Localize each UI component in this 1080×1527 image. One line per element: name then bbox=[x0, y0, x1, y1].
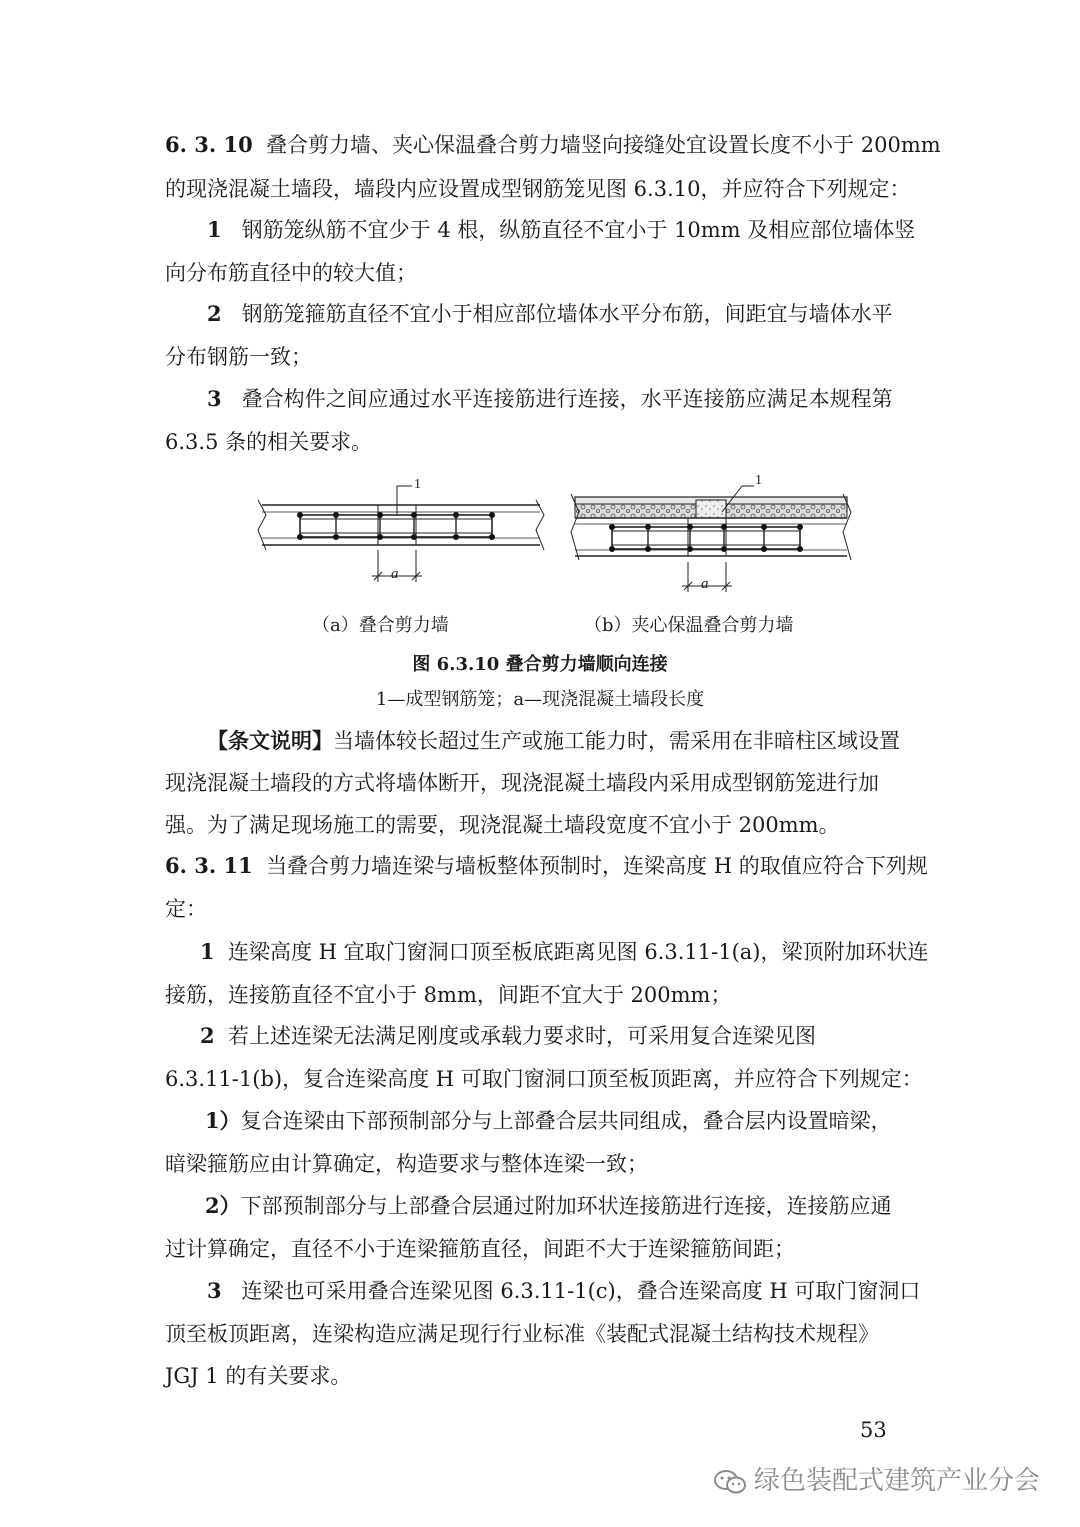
figure-a-wall bbox=[258, 500, 544, 550]
wechat-icon bbox=[712, 1468, 748, 1496]
s6311-item-3-number: 3 bbox=[207, 1278, 222, 1303]
s6311-sub-1-line2: 暗梁箍筋应由计算确定，构造要求与整体连梁一致； bbox=[165, 1152, 648, 1176]
section-6310-number: 6. 3. 10 bbox=[165, 132, 253, 157]
item-2-text: 钢筋笼箍筋直径不宜小于相应部位墙体水平分布筋，间距宜与墙体水平 bbox=[241, 302, 893, 326]
section-6311-text: 当叠合剪力墙连梁与墙板整体预制时，连梁高度 H 的取值应符合下列规 bbox=[266, 854, 928, 878]
figure-b-callout-number: 1 bbox=[755, 473, 762, 488]
s6311-item-2-line1 bbox=[200, 1022, 816, 1050]
figure-b-caption: （b）夹心保温叠合剪力墙 bbox=[584, 615, 794, 636]
explanation-line2: 现浇混凝土墙段的方式将墙体断开，现浇混凝土墙段内采用成型钢筋笼进行加 bbox=[165, 771, 879, 795]
figure-b-dim-label: a bbox=[701, 576, 709, 592]
s6311-item-1-number: 1 bbox=[200, 939, 215, 964]
figure-title: 图 6.3.10 叠合剪力墙顺向连接 bbox=[412, 654, 668, 675]
s6311-sub-2-text: 下部预制部分与上部叠合层通过附加环状连接筋进行连接，连接筋应通 bbox=[240, 1194, 892, 1218]
figure-a-callout-number: 1 bbox=[414, 477, 421, 492]
s6311-sub-1-text: 复合连梁由下部预制部分与上部叠合层共同组成，叠合层内设置暗梁， bbox=[240, 1109, 892, 1133]
s6311-sub-1-number: 1） bbox=[205, 1108, 241, 1133]
s6311-item-1-line1 bbox=[200, 938, 928, 966]
s6311-sub-2-number: 2） bbox=[205, 1193, 241, 1218]
section-6311-line2: 定： bbox=[165, 897, 207, 921]
s6311-item-2-number: 2 bbox=[200, 1023, 215, 1048]
item-2-number: 2 bbox=[207, 301, 222, 326]
figure-a-dim-label: a bbox=[391, 566, 399, 582]
s6311-sub-2-line1 bbox=[205, 1192, 892, 1220]
watermark-text: 绿色装配式建筑产业分会 bbox=[754, 1466, 1041, 1496]
explanation-line1 bbox=[207, 727, 900, 755]
figure-b-rebar-dots bbox=[609, 524, 803, 552]
item-3-line2: 6.3.5 条的相关要求。 bbox=[165, 430, 373, 454]
explanation-text: 当墙体较长超过生产或施工能力时，需采用在非暗柱区域设置 bbox=[333, 729, 900, 753]
figure-legend: 1—成型钢筋笼；a—现浇混凝土墙段长度 bbox=[375, 689, 705, 710]
s6311-item-3-line1 bbox=[207, 1277, 920, 1305]
watermark bbox=[712, 1460, 1040, 1497]
figure-a-callout-leader bbox=[397, 486, 412, 514]
item-1-number: 1 bbox=[207, 217, 222, 242]
s6311-item-3-line2: 顶至板顶距离，连梁构造应满足现行行业标准《装配式混凝土结构技术规程》 bbox=[165, 1322, 879, 1346]
section-6310-line2: 的现浇混凝土墙段，墙段内应设置成型钢筋笼见图 6.3.10，并应符合下列规定： bbox=[165, 177, 911, 201]
item-3-text: 叠合构件之间应通过水平连接筋进行连接，水平连接筋应满足本规程第 bbox=[241, 387, 893, 411]
figure-6310-drawing bbox=[0, 0, 1080, 620]
section-6311-number: 6. 3. 11 bbox=[165, 853, 253, 878]
s6311-item-1-text: 连梁高度 H 宜取门窗洞口顶至板底距离见图 6.3.11-1(a)，梁顶附加环状连 bbox=[227, 940, 929, 964]
item-1-line2: 向分布筋直径中的较大值； bbox=[165, 261, 417, 285]
s6311-sub-2-line2: 过计算确定，直径不小于连梁箍筋直径，间距不大于连梁箍筋间距； bbox=[165, 1237, 795, 1261]
explanation-label: 【条文说明】 bbox=[207, 728, 333, 753]
section-6310-text: 叠合剪力墙、夹心保温叠合剪力墙竖向接缝处宜设置长度不小于 200mm bbox=[266, 133, 941, 157]
s6311-item-2-line2: 6.3.11-1(b)，复合连梁高度 H 可取门窗洞口顶至板顶距离，并应符合下列规定： bbox=[165, 1067, 923, 1091]
section-6311-line1 bbox=[165, 852, 928, 880]
s6311-item-3-line3: JGJ 1 的有关要求。 bbox=[165, 1364, 352, 1388]
s6311-sub-1-line1 bbox=[205, 1107, 892, 1135]
item-1-text: 钢筋笼纵筋不宜少于 4 根，纵筋直径不宜小于 10mm 及相应部位墙体竖 bbox=[241, 218, 916, 242]
item-3-number: 3 bbox=[207, 386, 222, 411]
s6311-item-3-text: 连梁也可采用叠合连梁见图 6.3.11-1(c)，叠合连梁高度 H 可取门窗洞口 bbox=[241, 1279, 921, 1303]
s6311-item-1-line2: 接筋，连接筋直径不宜小于 8mm，间距不宜大于 200mm； bbox=[165, 983, 732, 1007]
s6311-item-2-text: 若上述连梁无法满足刚度或承载力要求时，可采用复合连梁见图 bbox=[227, 1024, 816, 1048]
item-2-line2: 分布钢筋一致； bbox=[165, 345, 312, 369]
figure-a-caption: （a）叠合剪力墙 bbox=[312, 615, 449, 636]
figure-a-rebar-dots bbox=[297, 512, 495, 540]
page-number: 53 bbox=[860, 1418, 887, 1442]
explanation-line3: 强。为了满足现场施工的需要，现浇混凝土墙段宽度不宜小于 200mm。 bbox=[165, 813, 840, 837]
